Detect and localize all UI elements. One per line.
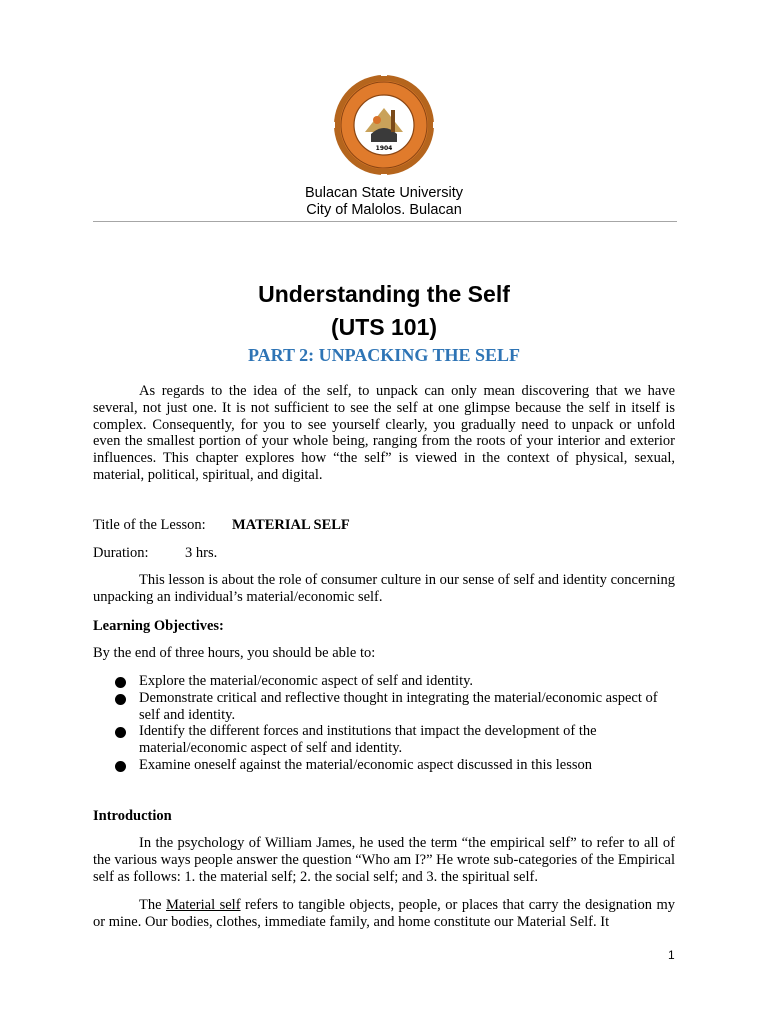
objective-text: Explore the material/economic aspect of self and identity.: [139, 673, 474, 689]
list-item: [113, 673, 678, 690]
list-item: [113, 723, 678, 757]
objective-text: Demonstrate critical and reflective thought in integrating the material/economic aspect of self and identity.: [139, 689, 658, 723]
duration-row: [93, 545, 217, 562]
duration-label: Duration:: [93, 545, 149, 561]
bullet-icon: [115, 694, 126, 705]
seal-year: 1904: [375, 145, 393, 152]
p2-lead: The: [139, 897, 167, 913]
p2-rest: refers to tangible objects, people, or places that carry the designation my or mine. Our bodies, clothes, immediate family, and home constitute our Material Self. It: [93, 897, 675, 930]
list-item: [113, 757, 678, 774]
lesson-title-value: MATERIAL SELF: [232, 517, 350, 533]
objective-text: Identify the different forces and institutions that impact the development of the material/economic aspect of self and identity.: [139, 723, 597, 757]
introduction-paragraph-2: [93, 897, 675, 931]
material-self-term: Material self: [166, 897, 241, 913]
objectives-list: [113, 673, 678, 774]
duration-value: 3 hrs.: [185, 545, 218, 561]
university-seal-icon: [331, 72, 437, 178]
part-heading: PART 2: UNPACKING THE SELF: [247, 345, 521, 365]
introduction-heading: Introduction: [93, 808, 172, 824]
lesson-title-row: [93, 517, 350, 534]
university-header: [0, 185, 768, 219]
objectives-lead: By the end of three hours, you should be able to:: [93, 645, 376, 661]
introduction-paragraph-1: In the psychology of William James, he used the term “the empirical self” to refer to all of the various ways people answer the question “Who am I?” He wrote sub-categories of the Empirical self as follows: 1. the material self; 2. the social self; and 3. the spiritual self.: [93, 835, 675, 885]
university-name: Bulacan State University: [305, 185, 463, 201]
course-code: (UTS 101): [330, 314, 438, 340]
page-number: 1: [668, 948, 675, 962]
objective-text: Examine oneself against the material/economic aspect discussed in this lesson: [139, 756, 592, 773]
intro-paragraph: As regards to the idea of the self, to unpack can only mean discovering that we have several, not just one. It is not sufficient to see the self at one glimpse because the self in itself is complex. Consequently, for you to see yourself clearly, you gradually need to unpack or unfold even the smallest portion of your whole being, ranging from the roots of your interior and exterior influences. This chapter explores how “the self” is viewed in the context of physical, sexual, material, political, spiritual, and digital.: [93, 383, 675, 483]
bullet-icon: [115, 727, 126, 738]
objectives-heading: Learning Objectives:: [93, 618, 224, 634]
lesson-description: This lesson is about the role of consumer culture in our sense of self and identity concerning unpacking an individual’s material/economic self.: [93, 572, 675, 605]
lesson-title-label: Title of the Lesson:: [93, 517, 206, 533]
bullet-icon: [115, 677, 126, 688]
university-location: City of Malolos. Bulacan: [306, 202, 462, 218]
list-item: [113, 690, 678, 724]
header-divider: [93, 221, 677, 222]
course-title: Understanding the Self: [258, 281, 510, 307]
bullet-icon: [115, 761, 126, 772]
